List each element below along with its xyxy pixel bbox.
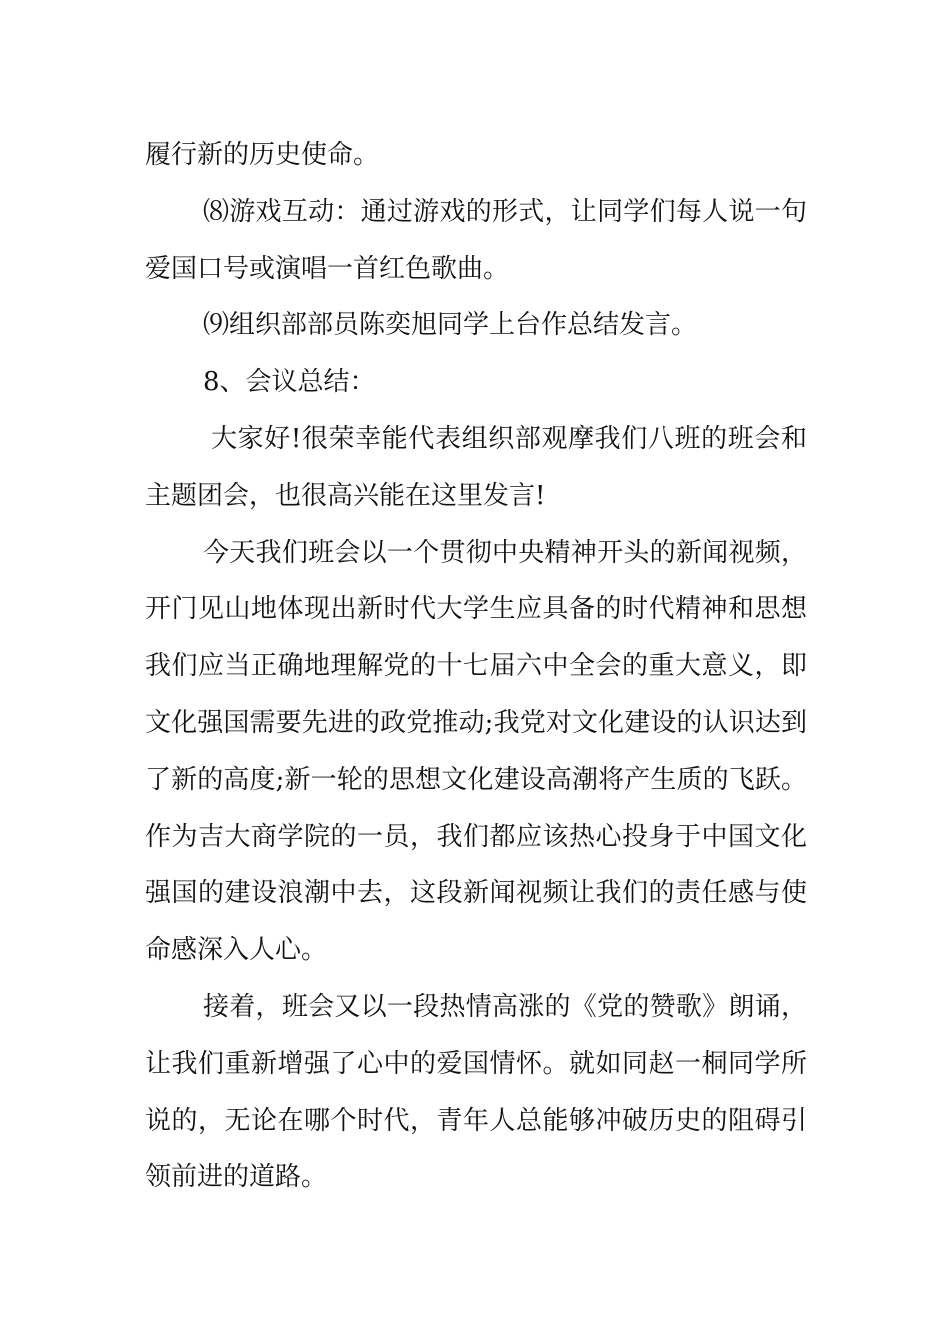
document-body [145,127,807,1206]
paragraph-recitation: 接着，班会又以一段热情高涨的《党的赞歌》朗诵，让我们重新增强了心中的爱国情怀。就如同赵一桐同学所说的，无论在哪个时代，青年人总能够冲破历史的阻碍引领前进的道路。 [145,991,807,1193]
section-heading-meeting-summary: 8、会议总结： [203,367,376,398]
paragraph-greeting: 大家好!很荣幸能代表组织部观摩我们八班的班会和主题团会，也很高兴能在这里发言! [145,423,807,511]
paragraph-news-video: 今天我们班会以一个贯彻中央精神开头的新闻视频，开门见山地体现出新时代大学生应具备的时代精神和思想我们应当正确地理解党的十七届六中全会的重大意义，即文化强国需要先进的政党推动;我党对文化建设的认识达到了新的高度;新一轮的思想文化建设高潮将产生质的飞跃。作为吉大商学院的一员，我们都应该热心投身于中国文化强国的建设浪潮中去，这段新闻视频让我们的责任感与使命感深入人心。 [145,537,807,966]
paragraph-summary-speech: ⑼组织部部员陈奕旭同学上台作总结发言。 [203,310,698,341]
paragraph-continuation: 履行新的历史使命。 [145,140,380,170]
paragraph-game-interaction: ⑻游戏互动：通过游戏的形式，让同学们每人说一句爱国口号或演唱一首红色歌曲。 [145,196,807,284]
